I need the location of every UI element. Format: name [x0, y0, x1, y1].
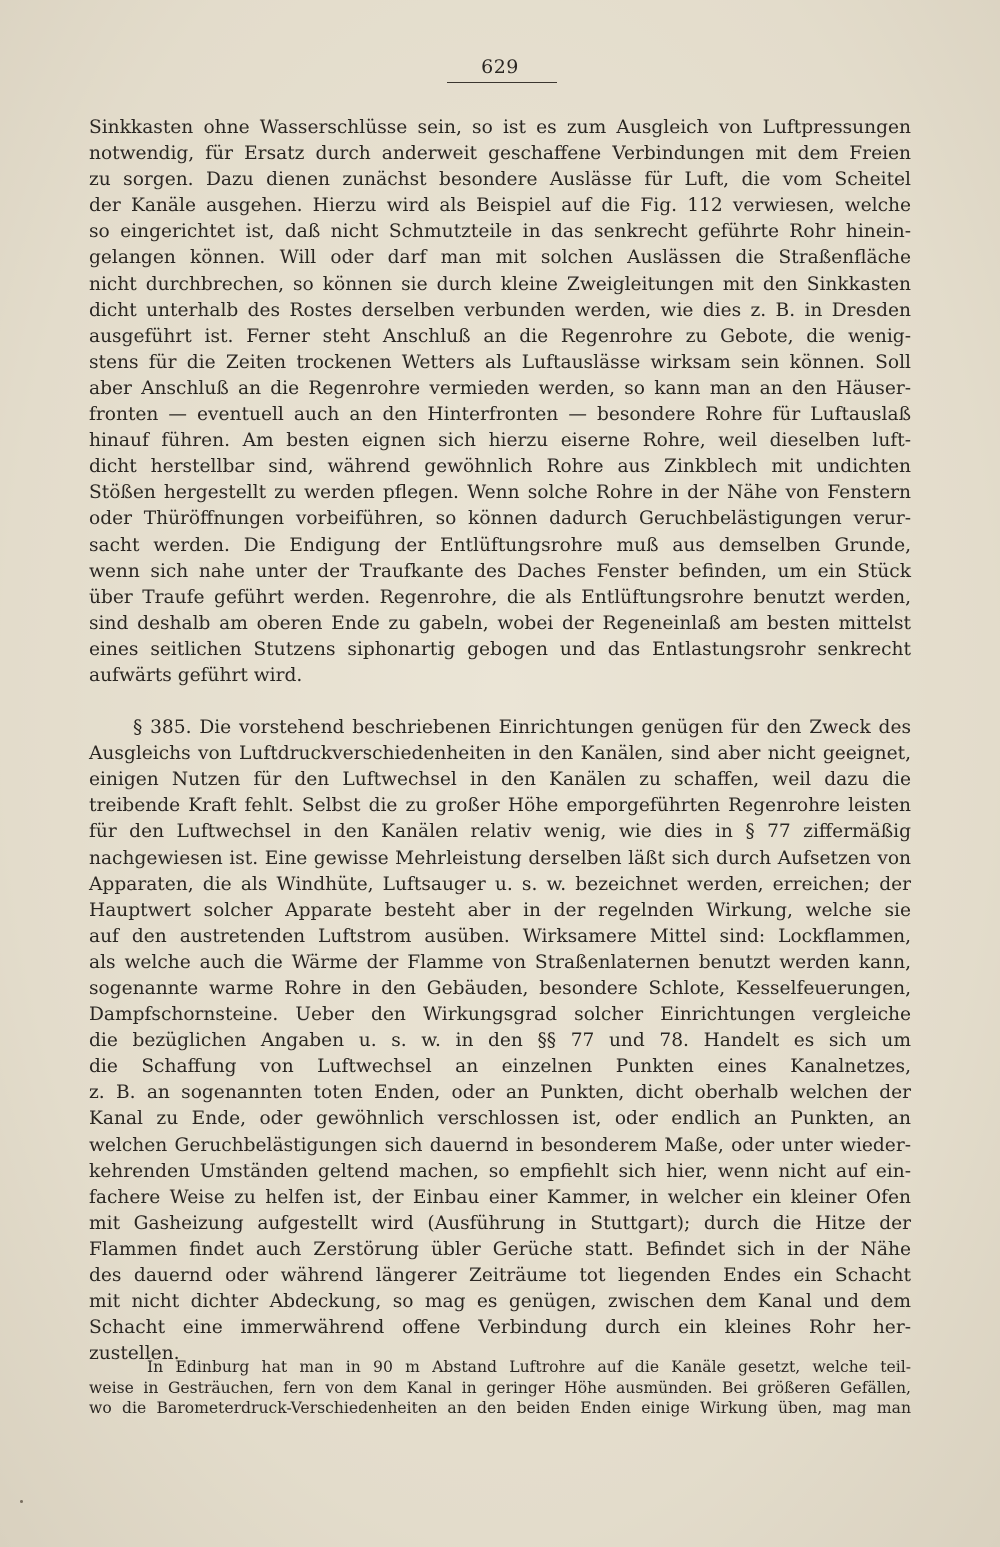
text-line: treibende Kraft fehlt. Selbst die zu großer Höhe emporgeführten Regenrohre leisten: [89, 795, 911, 817]
text-line: mit Gasheizung aufgestellt wird (Ausführung in Stuttgart); durch die Hitze der: [89, 1212, 911, 1234]
text-line: zustellen.: [89, 1343, 180, 1365]
text-line: Hauptwert solcher Apparate besteht aber in der regelnden Wirkung, welche sie: [89, 899, 911, 921]
page-number: 629: [481, 56, 519, 78]
page-number-rule: [447, 82, 557, 83]
text-line: sacht werden. Die Endigung der Entlüftungsrohre muß aus demselben Grunde,: [89, 534, 911, 556]
body-text: [89, 115, 911, 1367]
text-line: die Schaffung von Luftwechsel an einzelnen Punkten eines Kanalnetzes,: [89, 1056, 911, 1078]
text-line: über Traufe geführt werden. Regenrohre, die als Entlüftungsrohre benutzt werden,: [89, 586, 911, 608]
text-line: Dampfschornsteine. Ueber den Wirkungsgrad solcher Einrichtungen vergleiche: [89, 1004, 911, 1026]
text-line: § 385. Die vorstehend beschriebenen Einrichtungen genügen für den Zweck des: [133, 717, 911, 739]
footnote: [89, 1357, 911, 1419]
text-line: Stößen hergestellt zu werden pflegen. Wenn solche Rohre in der Nähe von Fenstern: [89, 482, 911, 504]
text-line: als welche auch die Wärme der Flamme von Straßenlaternen benutzt werden kann,: [89, 951, 911, 973]
footnote-line: wo die Barometerdruck-Verschiedenheiten an den beiden Enden einige Wirkung üben, mag man: [89, 1399, 911, 1417]
text-line: Ausgleichs von Luftdruckverschiedenheiten in den Kanälen, sind aber nicht geeignet,: [89, 743, 911, 765]
text-line: auf den austretenden Luftstrom ausüben. Wirksamere Mittel sind: Lockflammen,: [89, 925, 911, 947]
text-line: hinauf führen. Am besten eignen sich hierzu eiserne Rohre, weil dieselben luft-: [89, 430, 911, 452]
text-line: z. B. an sogenannten toten Enden, oder an Punkten, dicht oberhalb welchen der: [89, 1082, 911, 1104]
text-line: sogenannte warme Rohre in den Gebäuden, besondere Schlote, Kesselfeuerungen,: [89, 978, 911, 999]
text-line: stens für die Zeiten trockenen Wetters als Luftauslässe wirksam sein können. Soll: [89, 351, 911, 373]
text-line: mit nicht dichter Abdeckung, so mag es genügen, zwischen dem Kanal und dem: [89, 1291, 911, 1313]
text-line: notwendig, für Ersatz durch anderweit geschaffene Verbindungen mit dem Freien: [89, 143, 911, 165]
text-line: fronten — eventuell auch an den Hinterfronten — besondere Rohre für Luftauslaß: [89, 404, 911, 426]
text-line: so eingerichtet ist, daß nicht Schmutzteile in das senkrecht geführte Rohr hinein-: [89, 221, 911, 243]
text-line: ausgeführt ist. Ferner steht Anschluß an die Regenrohre zu Gebote, die wenig-: [89, 325, 911, 347]
text-line: eines seitlichen Stutzens siphonartig gebogen und das Entlastungsrohr senkrecht: [89, 638, 911, 660]
text-line: zu sorgen. Dazu dienen zunächst besondere Auslässe für Luft, die vom Scheitel: [89, 169, 911, 191]
text-line: der Kanäle ausgehen. Hierzu wird als Beispiel auf die Fig. 112 verwiesen, welche: [89, 195, 911, 217]
footnote-line: In Edinburg hat man in 90 m Abstand Luftrohre auf die Kanäle gesetzt, welche teil-: [147, 1358, 911, 1376]
text-line: gelangen können. Will oder darf man mit solchen Auslässen die Straßenfläche: [89, 247, 911, 269]
text-line: Sinkkasten ohne Wasserschlüsse sein, so ist es zum Ausgleich von Luftpressungen: [89, 117, 911, 138]
text-line: Kanal zu Ende, oder gewöhnlich verschlossen ist, oder endlich an Punkten, an: [89, 1108, 911, 1130]
paragraph-1: [89, 115, 911, 689]
text-line: sind deshalb am oberen Ende zu gabeln, wobei der Regeneinlaß am besten mittelst: [89, 612, 911, 634]
text-line: dicht herstellbar sind, während gewöhnlich Rohre aus Zinkblech mit undichten: [89, 456, 911, 478]
text-line: aufwärts geführt wird.: [89, 664, 303, 686]
text-line: nicht durchbrechen, so können sie durch kleine Zweigleitungen mit den Sinkkasten: [89, 273, 911, 295]
text-line: Apparaten, die als Windhüte, Luftsauger u. s. w. bezeichnet werden, erreichen; der: [89, 873, 911, 895]
text-line: Flammen findet auch Zerstörung übler Gerüche statt. Befindet sich in der Nähe: [89, 1238, 911, 1260]
text-line: welchen Geruchbelästigungen sich dauernd in besonderem Maße, oder unter wieder-: [89, 1134, 911, 1156]
text-line: wenn sich nahe unter der Traufkante des Daches Fenster befinden, um ein Stück: [89, 560, 911, 582]
paper-speck: [20, 1500, 23, 1503]
text-line: für den Luftwechsel in den Kanälen relativ wenig, wie dies in § 77 ziffermäßig: [89, 821, 911, 843]
text-line: die bezüglichen Angaben u. s. w. in den §§ 77 und 78. Handelt es sich um: [89, 1030, 911, 1052]
text-line: Schacht eine immerwährend offene Verbindung durch ein kleines Rohr her-: [89, 1317, 911, 1339]
paragraph-spacer: [89, 689, 911, 715]
text-line: oder Thüröffnungen vorbeiführen, so können dadurch Geruchbelästigungen verur-: [89, 508, 911, 530]
paragraph-2: [89, 715, 911, 1367]
text-line: aber Anschluß an die Regenrohre vermieden werden, so kann man an den Häuser-: [89, 377, 911, 399]
footnote-line: weise in Gesträuchen, fern von dem Kanal in geringer Höhe ausmünden. Bei größeren Gefällen,: [89, 1378, 911, 1397]
text-line: nachgewiesen ist. Eine gewisse Mehrleistung derselben läßt sich durch Aufsetzen von: [89, 847, 911, 869]
text-line: des dauernd oder während längerer Zeiträume tot liegenden Endes ein Schacht: [89, 1265, 911, 1287]
text-line: fachere Weise zu helfen ist, der Einbau einer Kammer, in welcher ein kleiner Ofen: [89, 1186, 911, 1208]
text-line: dicht unterhalb des Rostes derselben verbunden werden, wie dies z. B. in Dresden: [89, 299, 911, 321]
text-line: einigen Nutzen für den Luftwechsel in den Kanälen zu schaffen, weil dazu die: [89, 769, 911, 791]
text-line: kehrenden Umständen geltend machen, so empfiehlt sich hier, wenn nicht auf ein-: [89, 1160, 911, 1182]
